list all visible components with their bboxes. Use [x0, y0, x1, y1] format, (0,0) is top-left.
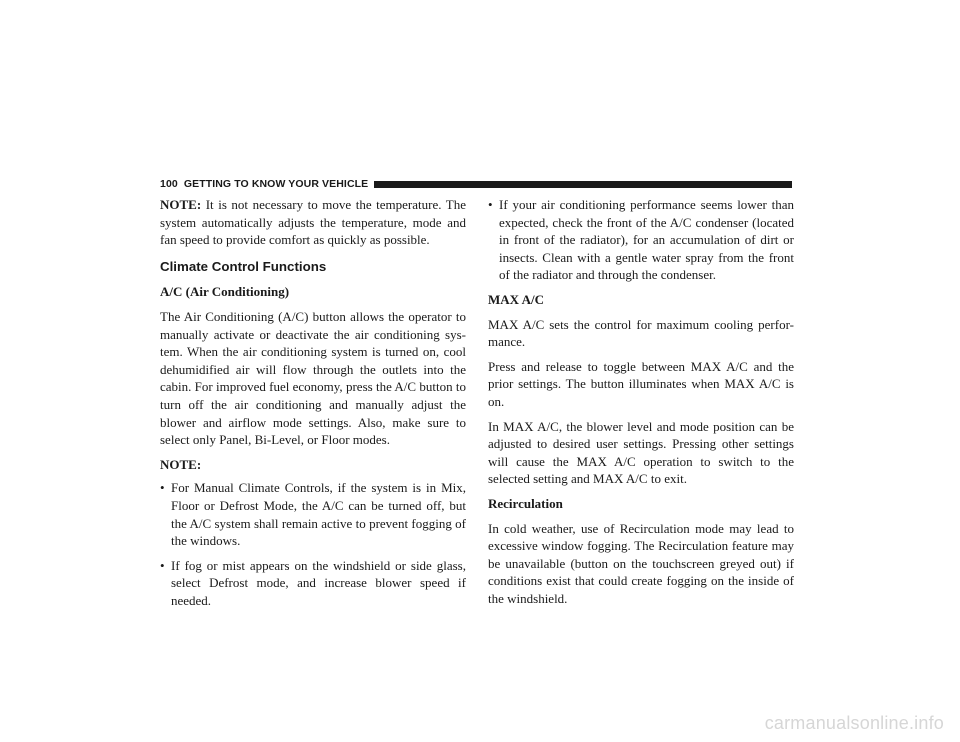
subheading-recirculation: Recirculation: [488, 495, 563, 511]
right-column: [488, 196, 794, 614]
note-label: NOTE:: [160, 456, 202, 472]
subheading-max-ac: MAX A/C: [488, 291, 544, 307]
watermark: carmanualsonline.info: [764, 713, 944, 733]
bullet-icon: •: [160, 557, 165, 573]
page-number: 100: [160, 178, 178, 190]
note-intro: [160, 196, 466, 249]
bullet-icon: •: [160, 480, 165, 496]
list-item-text: If your air conditioning performance seems lower than expected, check the front of the A/C condenser (located in front of the radiator), for an accumulation of dirt or insects. Clean with a gentle water spray from the front of the radiator and through the condenser.: [499, 197, 794, 283]
section-title: GETTING TO KNOW YOUR VEHICLE: [183, 178, 369, 190]
note-bullet-list: [160, 479, 466, 609]
bullet-icon: •: [488, 197, 493, 212]
left-column: [160, 196, 466, 616]
header-rule: [374, 181, 792, 188]
ac-body: The Air Conditioning (A/C) button allows the operator to manually activate or deactivate the air conditioning sys-tem. When the air conditioning system is turned on, cool dehumidified air will flow through the outlets into the cabin. For improved fuel economy, press the A/C button to turn off the air conditioning and manually adjust the blower and airflow mode settings. Also, make sure to select only Panel, Bi-Level, or Floor modes.: [160, 308, 466, 448]
condenser-bullet-list: [488, 196, 794, 284]
page-header: [160, 177, 792, 191]
subheading-ac: A/C (Air Conditioning): [160, 284, 290, 300]
list-item: [160, 557, 466, 610]
list-item-text: If fog or mist appears on the windshield or side glass, select Defrost mode, and increase blower speed if needed.: [171, 557, 466, 608]
max-ac-paragraph-1: MAX A/C sets the control for maximum cooling perfor-mance.: [488, 316, 794, 350]
note-intro-text: It is not necessary to move the temperature. The system automatically adjusts the temperature, mode and fan speed to provide comfort as quickly as possible.: [160, 197, 466, 248]
list-item: [160, 479, 466, 549]
recirculation-paragraph: In cold weather, use of Recirculation mode may lead to excessive window fogging. The Recirculation feature may be unavailable (button on the touchscreen greyed out) if conditions exist that could create fogging on the inside of the windshield.: [488, 520, 794, 606]
max-ac-paragraph-2: Press and release to toggle between MAX A/C and the prior settings. The button illuminates when MAX A/C is on.: [488, 358, 794, 409]
list-item-text: For Manual Climate Controls, if the system is in Mix, Floor or Defrost Mode, the A/C can be turned off, but the A/C system shall remain active to prevent fogging of the windows.: [171, 480, 466, 549]
list-item: [488, 196, 794, 284]
max-ac-paragraph-3: In MAX A/C, the blower level and mode position can be adjusted to desired user settings. Pressing other settings will cause the MAX A/C operation to switch to the selected setting and MAX A/C to exit.: [488, 418, 794, 487]
note-intro-label: NOTE:: [160, 197, 202, 212]
section-heading: Climate Control Functions: [160, 258, 327, 274]
